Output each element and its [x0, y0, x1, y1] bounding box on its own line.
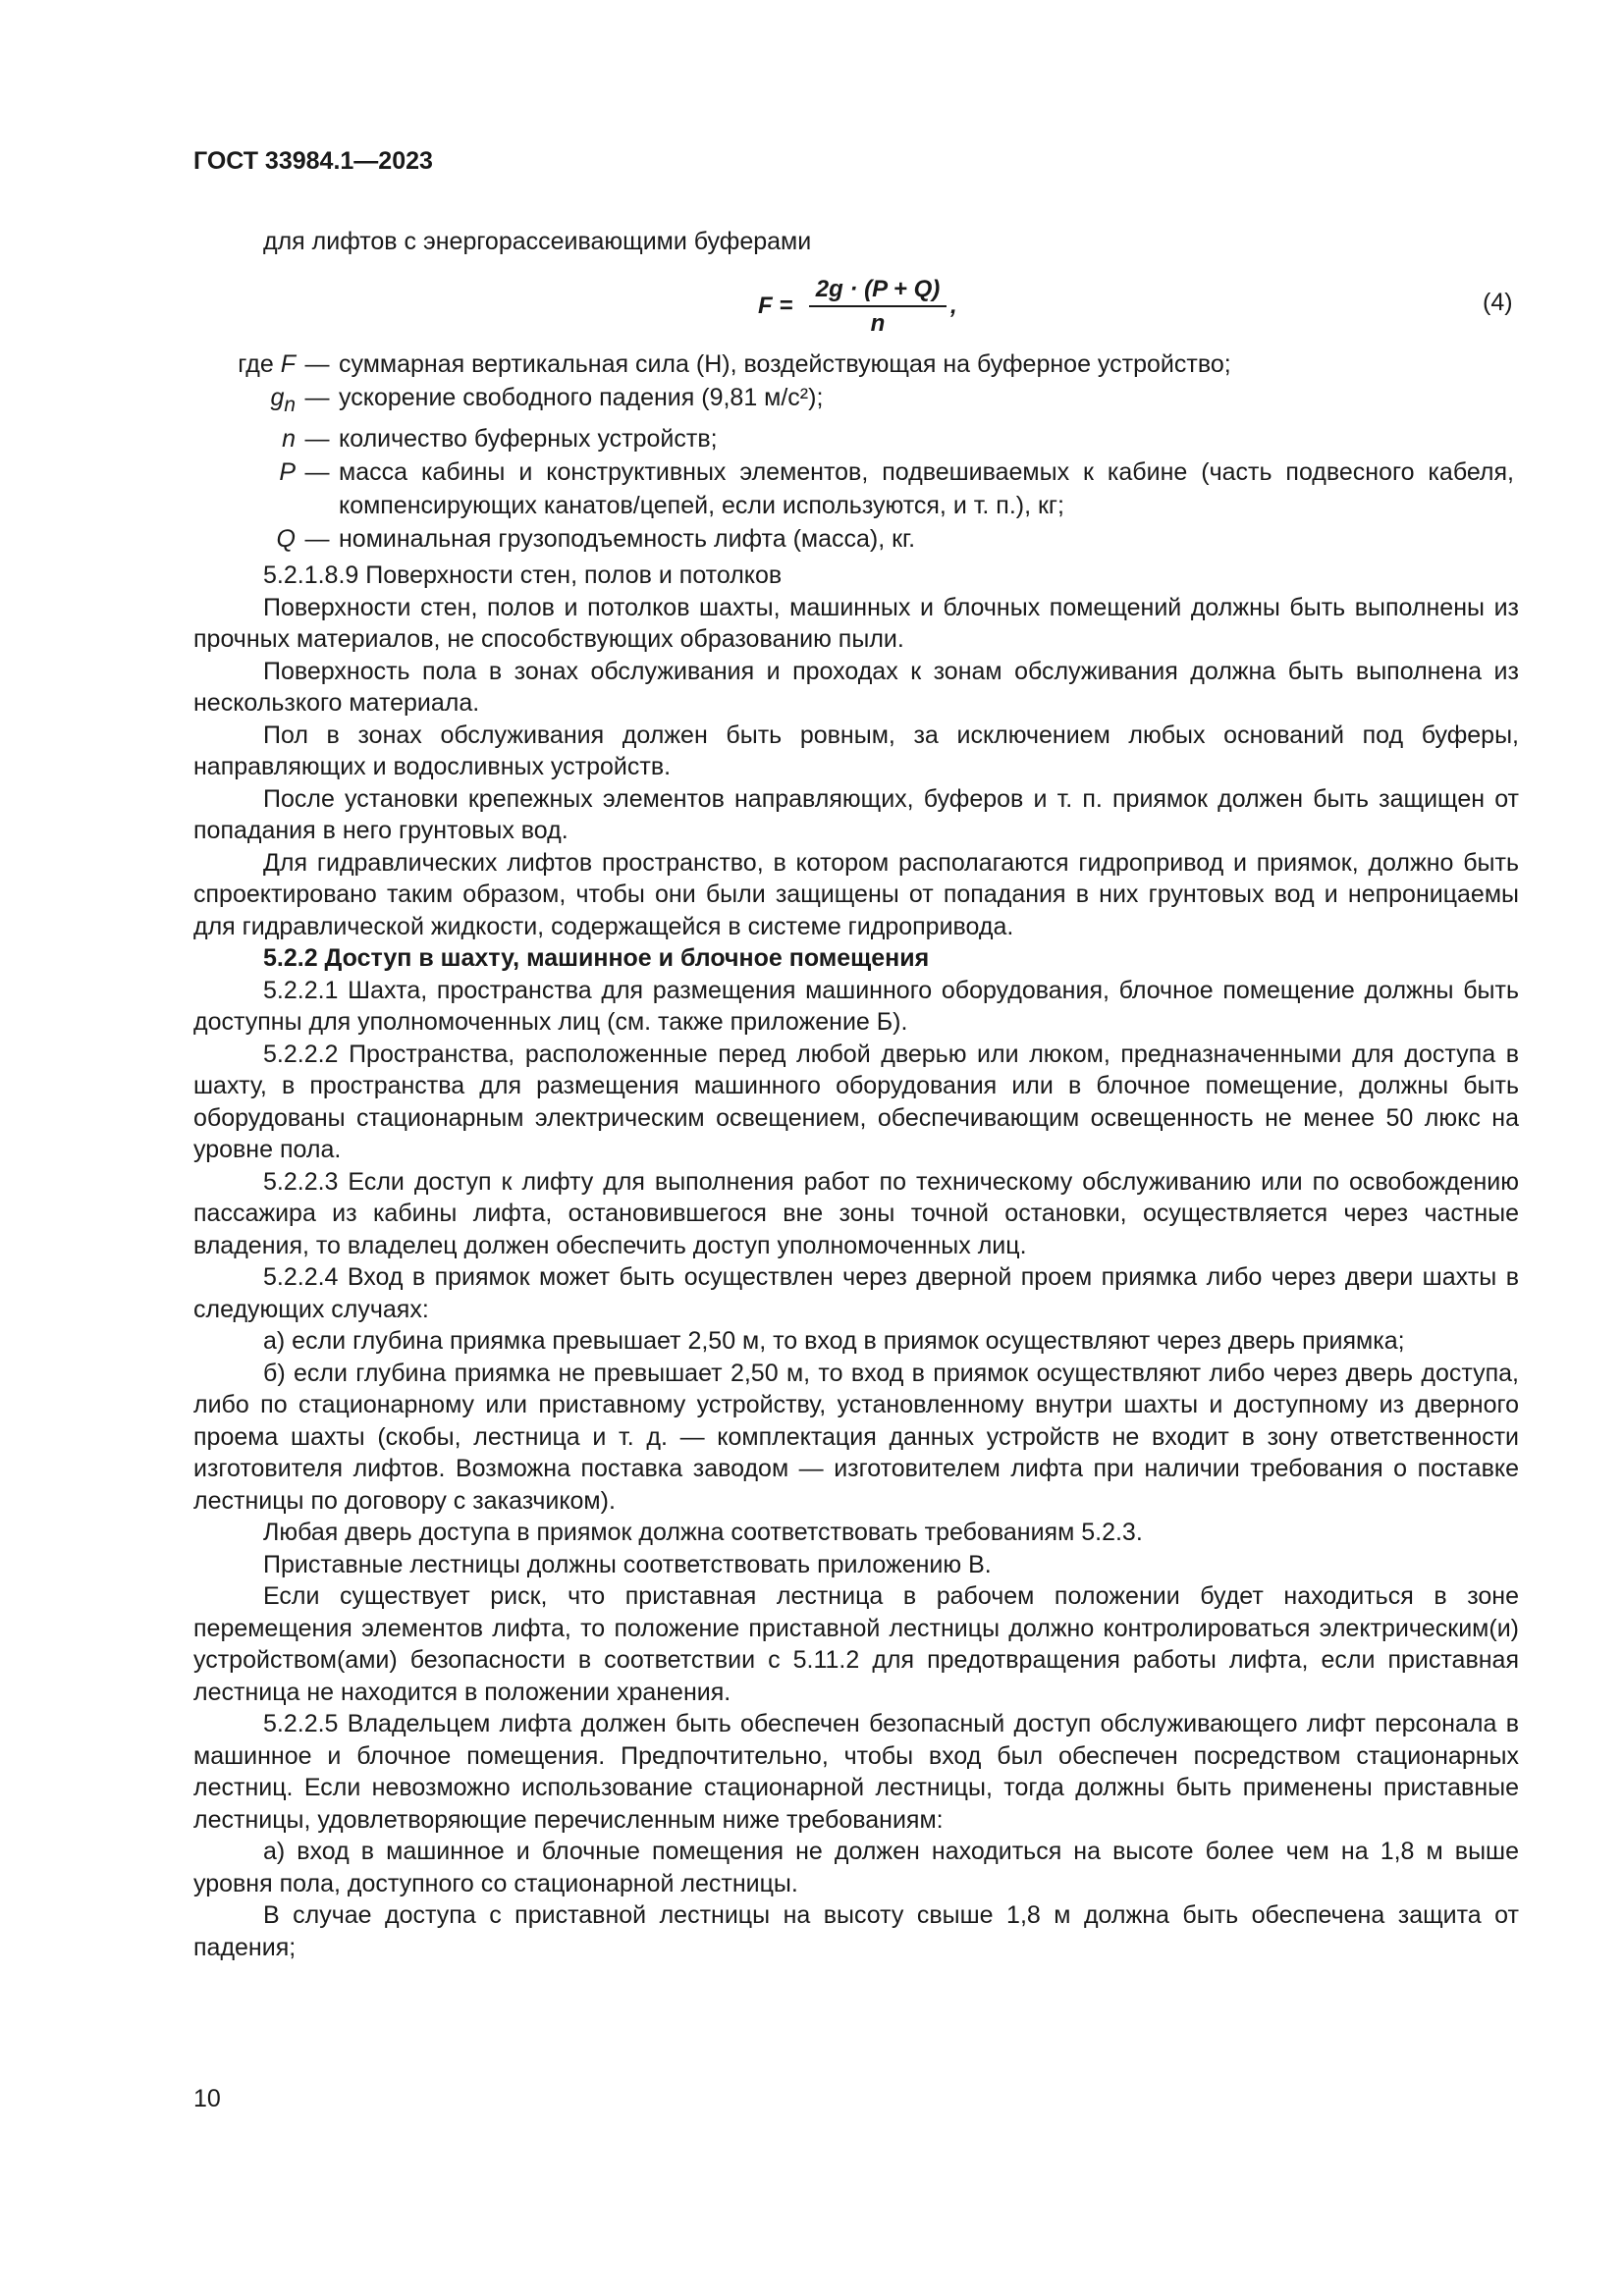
definition-dash: —: [304, 384, 330, 411]
definition-dash: —: [304, 425, 330, 453]
definition-dash: —: [304, 525, 330, 553]
definition-symbol: [193, 381, 296, 422]
formula-denominator: n: [870, 310, 886, 337]
definition-symbol: [193, 422, 296, 455]
paragraph: б) если глубина приямка не превышает 2,50 м, то вход в приямок осуществляют либо через дверь доступа, либо по стационарному или приставному устройству, установленному внутри шахты и доступному из дверного проема шахты (скобы, лестница и т. д. — комплектация данных устройств не входит в зону ответственности изготовителя лифтов. Возможна поставка заводом — изготовителем лифта при наличии требования о поставке лестницы по договору с заказчиком).: [193, 1359, 1519, 1515]
definition-prefix: где: [238, 350, 281, 378]
paragraph: Поверхность пола в зонах обслуживания и проходах к зонам обслуживания должна быть выполнена из нескользкого материала.: [193, 657, 1519, 717]
definition-symbol: [193, 347, 296, 381]
page-number: 10: [193, 2085, 221, 2112]
definition-text: масса кабины и конструктивных элементов, подвешиваемых к кабине (часть подвесного кабеля, компенсирующих канатов/цепей, если используются, и т. п.), кг;: [339, 458, 1514, 519]
equation-number: (4): [1483, 289, 1513, 316]
paragraph: Пол в зонах обслуживания должен быть ровным, за исключением любых оснований под буферы, направляющих и водосливных устройств.: [193, 721, 1519, 780]
paragraph: 5.2.2.1 Шахта, пространства для размещения машинного оборудования, блочное помещение должны быть доступны для уполномоченных лиц (см. также приложение Б).: [193, 976, 1519, 1036]
definition-text: ускорение свободного падения (9,81 м/с²);: [339, 384, 824, 411]
section-heading: 5.2.2 Доступ в шахту, машинное и блочное помещения: [263, 944, 930, 972]
symbol-letter: F: [280, 350, 296, 378]
formula-lhs: F =: [758, 293, 793, 319]
definition-row: [193, 455, 1514, 522]
definition-row: [193, 422, 1514, 455]
paragraph: 5.2.1.8.9 Поверхности стен, полов и потолков: [263, 561, 783, 589]
paragraph: Поверхности стен, полов и потолков шахты, машинных и блочных помещений должны быть выполнены из прочных материалов, не способствующих образованию пыли.: [193, 593, 1519, 653]
paragraph: 5.2.2.3 Если доступ к лифту для выполнения работ по техническому обслуживанию или по освобождению пассажира из кабины лифта, остановившегося вне зоны точной остановки, осуществляется через частные владения, то владелец должен обеспечить доступ уполномоченных лиц.: [193, 1167, 1519, 1259]
definition-text: количество буферных устройств;: [339, 425, 718, 453]
definition-text: номинальная грузоподъемность лифта (масса), кг.: [339, 525, 916, 553]
document-header: ГОСТ 33984.1—2023: [193, 147, 433, 175]
paragraph: 5.2.2.4 Вход в приямок может быть осуществлен через дверной проем приямка либо через двери шахты в следующих случаях:: [193, 1263, 1519, 1323]
variable-definitions: [193, 347, 1514, 556]
document-body: [193, 560, 1519, 1963]
definition-text: суммарная вертикальная сила (Н), воздействующая на буферное устройство;: [339, 350, 1231, 378]
paragraph: а) вход в машинное и блочные помещения не должен находиться на высоте более чем на 1,8 м выше уровня пола, доступного со стационарной лестницы.: [193, 1838, 1519, 1897]
paragraph: После установки крепежных элементов направляющих, буферов и т. п. приямок должен быть защищен от попадания в него грунтовых вод.: [193, 784, 1519, 844]
paragraph: 5.2.2.2 Пространства, расположенные перед любой дверью или люком, предназначенными для доступа в шахту, в пространства для размещения машинного оборудования или в блочное помещение, должны быть оборудованы стационарным электрическим освещением, обеспечивающим освещенность не менее 50 люкс на уровне пола.: [193, 1040, 1519, 1163]
symbol-letter: P: [279, 458, 296, 486]
symbol-subscript: n: [284, 394, 296, 416]
definition-dash: —: [304, 350, 330, 378]
paragraph: В случае доступа с приставной лестницы на высоту свыше 1,8 м должна быть обеспечена защита от падения;: [193, 1901, 1519, 1961]
paragraph: Для гидравлических лифтов пространство, в котором располагаются гидропривод и приямок, должно быть спроектировано таким образом, чтобы они были защищены от попадания в них грунтовых вод и непроницаемы для гидравлической жидкости, содержащейся в системе гидропривода.: [193, 848, 1519, 940]
definition-row: [193, 347, 1514, 381]
fraction-bar: [809, 305, 947, 307]
symbol-letter: n: [282, 425, 296, 453]
paragraph: Любая дверь доступа в приямок должна соответствовать требованиям 5.2.3.: [263, 1519, 1143, 1546]
formula-comma: ,: [950, 293, 957, 319]
definition-row: [193, 522, 1514, 556]
symbol-letter: Q: [276, 525, 296, 553]
definition-symbol: [193, 522, 296, 556]
definition-row: [193, 381, 1514, 422]
paragraph: Приставные лестницы должны соответствовать приложению В.: [263, 1550, 992, 1578]
paragraph: 5.2.2.5 Владельцем лифта должен быть обеспечен безопасный доступ обслуживающего лифт персонала в машинное и блочное помещения. Предпочтительно, чтобы вход был обеспечен посредством стационарных лестниц. Если невозможно использование стационарной лестницы, тогда должны быть применены приставные лестницы, удовлетворяющие перечисленным ниже требованиям:: [193, 1710, 1519, 1834]
paragraph: Если существует риск, что приставная лестница в рабочем положении будет находиться в зоне перемещения элементов лифта, то положение приставной лестницы должно контролироваться электрическим(и) устройством(ами) безопасности в соответствии с 5.11.2 для предотвращения работы лифта, если приставная лестница не находится в положении хранения.: [193, 1582, 1519, 1706]
formula-numerator: 2g · (P + Q): [815, 276, 941, 302]
symbol-letter: g: [270, 384, 285, 411]
formula-fraction: [809, 275, 947, 339]
definition-dash: —: [304, 458, 330, 486]
definition-symbol: [193, 455, 296, 522]
paragraph: а) если глубина приямка превышает 2,50 м, то вход в приямок осуществляют через дверь приямка;: [263, 1327, 1405, 1355]
formula-intro: для лифтов с энергорассеивающими буферами: [263, 228, 812, 255]
